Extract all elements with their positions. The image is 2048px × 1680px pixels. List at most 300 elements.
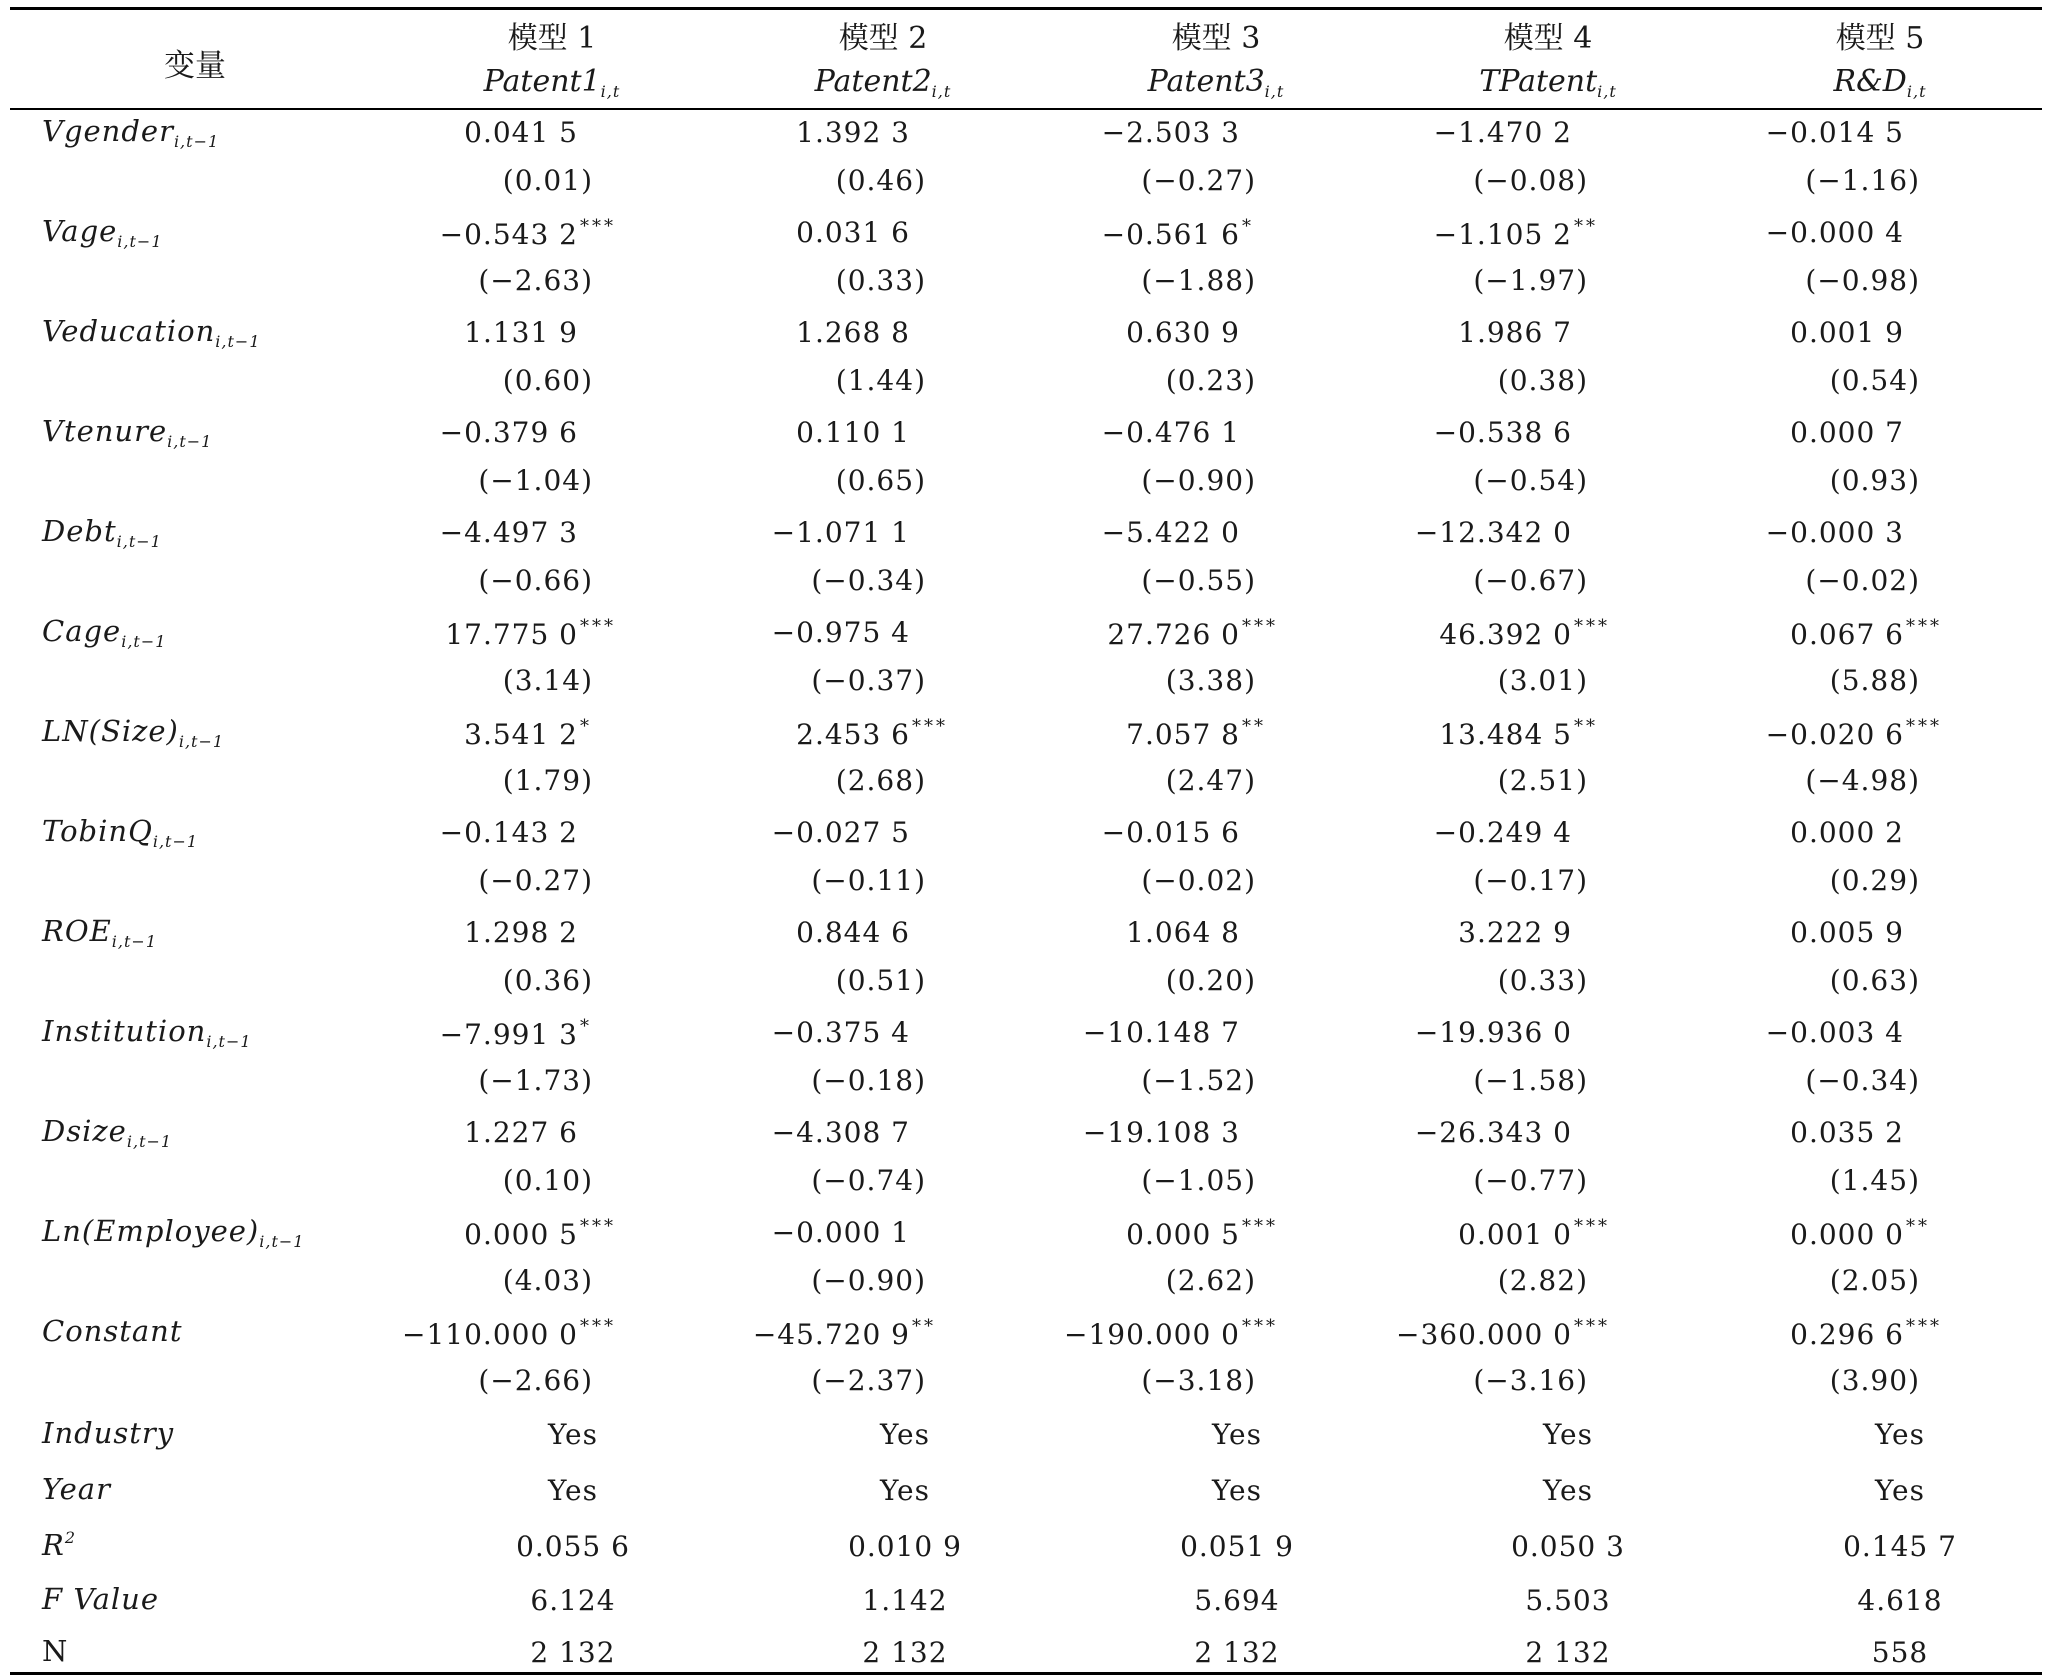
dependent-variable-name: Patent2 xyxy=(814,64,932,99)
footer-cell: Yes xyxy=(1543,1474,1593,1507)
variable-name: Vgender xyxy=(42,114,174,148)
footer-cell: Yes xyxy=(1212,1418,1262,1451)
coefficient-value: −0.000 4 xyxy=(1765,216,1904,249)
significance-stars: ** xyxy=(1906,1216,1930,1237)
coefficient-cell xyxy=(1766,116,1904,149)
coefficient-value: −0.000 1 xyxy=(771,1216,910,1249)
coefficient-cell xyxy=(1790,316,1904,349)
tstat-cell: (−1.04) xyxy=(478,464,593,497)
variable-subscript: i,t−1 xyxy=(206,1032,252,1051)
tstat-cell: (−1.58) xyxy=(1473,1064,1588,1097)
coefficient-value: −0.003 4 xyxy=(1765,1016,1904,1049)
coefficient-value: 1.392 3 xyxy=(796,116,910,149)
coefficient-cell xyxy=(1126,316,1240,349)
coefficient-value: 0.001 0 xyxy=(1458,1218,1572,1251)
variable-subscript: i,t−1 xyxy=(173,132,220,151)
coefficient-value: −19.108 3 xyxy=(1082,1116,1240,1149)
tstat-cell: (0.10) xyxy=(502,1164,593,1197)
tstat-cell: (−0.98) xyxy=(1805,264,1920,297)
coefficient-value: 46.392 0 xyxy=(1439,618,1572,651)
significance-stars: * xyxy=(580,716,592,737)
coefficient-value: −0.538 6 xyxy=(1433,416,1572,449)
tstat-cell: (−1.97) xyxy=(1473,264,1588,297)
coefficient-cell xyxy=(1790,1116,1904,1149)
coefficient-value: −110.000 0 xyxy=(402,1318,578,1351)
coefficient-cell xyxy=(1102,416,1240,449)
model-name: 模型 1 xyxy=(507,21,597,56)
variable-label xyxy=(42,1314,182,1348)
variable-label xyxy=(42,714,224,751)
coefficient-value: 0.067 6 xyxy=(1790,618,1904,651)
coefficient-cell xyxy=(1434,816,1572,849)
coefficient-cell xyxy=(1439,716,1598,751)
coefficient-cell xyxy=(464,1216,616,1251)
coefficient-cell xyxy=(1415,516,1572,549)
coefficient-cell xyxy=(772,1016,910,1049)
coefficient-value: −190.000 0 xyxy=(1064,1318,1240,1351)
tstat-cell: (0.33) xyxy=(1497,964,1588,997)
coefficient-cell xyxy=(440,1016,592,1051)
tstat-cell: (−0.27) xyxy=(1141,164,1256,197)
significance-stars: ** xyxy=(1242,716,1266,737)
coefficient-value: −0.000 3 xyxy=(1765,516,1904,549)
variable-label xyxy=(42,1214,304,1251)
significance-stars: *** xyxy=(1242,616,1278,637)
model-name: 模型 5 xyxy=(1835,21,1925,56)
variable-name: TobinQ xyxy=(42,814,153,848)
significance-stars: *** xyxy=(1906,616,1942,637)
coefficient-value: 3.222 9 xyxy=(1458,916,1572,949)
variable-subscript: i,t−1 xyxy=(167,432,213,451)
tstat-cell: (0.01) xyxy=(502,164,593,197)
coefficient-cell xyxy=(1458,916,1572,949)
footer-cell: Yes xyxy=(880,1474,930,1507)
footer-cell: 1.142 xyxy=(862,1584,948,1617)
footer-label xyxy=(42,1582,159,1616)
model-dependent-variable xyxy=(1148,64,1285,101)
footer-cell: Yes xyxy=(1212,1474,1262,1507)
variable-subscript: i,t−1 xyxy=(111,932,157,951)
variable-label xyxy=(42,414,212,451)
coefficient-cell xyxy=(796,316,910,349)
coefficient-value: −5.422 0 xyxy=(1101,516,1240,549)
coefficient-value: −7.991 3 xyxy=(439,1018,578,1051)
tstat-cell: (−0.90) xyxy=(811,1264,926,1297)
tstat-cell: (1.45) xyxy=(1829,1164,1920,1197)
variable-label xyxy=(42,314,261,351)
coefficient-cell xyxy=(464,916,578,949)
variable-name: LN(Size) xyxy=(42,714,179,748)
coefficient-value: 27.726 0 xyxy=(1107,618,1240,651)
tstat-cell: (−1.16) xyxy=(1805,164,1920,197)
tstat-cell: (−2.37) xyxy=(811,1364,926,1397)
variable-name: Vtenure xyxy=(42,414,168,448)
significance-stars: *** xyxy=(580,1216,616,1237)
variable-label xyxy=(42,114,219,151)
footer-label xyxy=(42,1634,68,1668)
coefficient-value: −45.720 9 xyxy=(752,1318,910,1351)
significance-stars: *** xyxy=(1574,1316,1610,1337)
tstat-cell: (0.46) xyxy=(835,164,926,197)
variable-name: Constant xyxy=(42,1314,183,1348)
variable-label xyxy=(42,614,166,651)
coefficient-cell xyxy=(445,616,616,651)
coefficient-value: 0.000 5 xyxy=(1126,1218,1240,1251)
variable-subscript: i,t−1 xyxy=(126,1132,173,1151)
tstat-cell: (0.29) xyxy=(1829,864,1920,897)
tstat-cell: (−0.34) xyxy=(1805,1064,1920,1097)
coefficient-value: 13.484 5 xyxy=(1439,718,1572,751)
coefficient-value: 0.001 9 xyxy=(1790,316,1904,349)
coefficient-value: 7.057 8 xyxy=(1126,718,1240,751)
coefficient-value: −360.000 0 xyxy=(1396,1318,1572,1351)
footer-cell: 5.503 xyxy=(1525,1584,1611,1617)
footer-label-text: Year xyxy=(42,1472,111,1506)
significance-stars: * xyxy=(580,1016,592,1037)
dependent-variable-subscript: i,t xyxy=(1906,82,1927,101)
significance-stars: *** xyxy=(580,616,616,637)
tstat-cell: (−0.54) xyxy=(1473,464,1588,497)
variable-label xyxy=(42,914,157,951)
tstat-cell: (−2.66) xyxy=(478,1364,593,1397)
footer-cell: Yes xyxy=(880,1418,930,1451)
coefficient-value: −0.476 1 xyxy=(1101,416,1240,449)
coefficient-value: −12.342 0 xyxy=(1414,516,1572,549)
tstat-cell: (−4.98) xyxy=(1805,764,1920,797)
tstat-cell: (0.38) xyxy=(1497,364,1588,397)
footer-cell: 0.145 7 xyxy=(1843,1530,1957,1563)
footer-cell: 5.694 xyxy=(1194,1584,1280,1617)
tstat-cell: (0.51) xyxy=(835,964,926,997)
coefficient-cell xyxy=(1458,1216,1610,1251)
significance-stars: *** xyxy=(1906,716,1942,737)
coefficient-value: −0.027 5 xyxy=(771,816,910,849)
coefficient-cell xyxy=(1790,1316,1942,1351)
variable-subscript: i,t−1 xyxy=(178,732,225,751)
tstat-cell: (−1.88) xyxy=(1141,264,1256,297)
tstat-cell: (−2.63) xyxy=(478,264,593,297)
model-name: 模型 4 xyxy=(1503,21,1593,56)
coefficient-cell xyxy=(464,716,592,751)
tstat-cell: (−0.67) xyxy=(1473,564,1588,597)
footer-label-text: N xyxy=(42,1634,69,1668)
tstat-cell: (−0.27) xyxy=(478,864,593,897)
table-bottom-rule xyxy=(10,1672,2042,1675)
significance-stars: *** xyxy=(580,1316,616,1337)
coefficient-cell xyxy=(1396,1316,1610,1351)
coefficient-value: 0.296 6 xyxy=(1790,1318,1904,1351)
coefficient-cell xyxy=(1415,1016,1572,1049)
significance-stars: *** xyxy=(1242,1216,1278,1237)
coefficient-cell xyxy=(1083,1116,1240,1149)
variable-label xyxy=(42,1114,172,1151)
footer-cell: 2 132 xyxy=(1525,1636,1611,1669)
dependent-variable-subscript: i,t xyxy=(931,82,952,101)
model-dependent-variable xyxy=(484,64,621,101)
coefficient-value: −19.936 0 xyxy=(1414,1016,1572,1049)
coefficient-value: 0.005 9 xyxy=(1790,916,1904,949)
significance-stars: ** xyxy=(912,1316,936,1337)
coefficient-value: 1.268 8 xyxy=(796,316,910,349)
coefficient-value: −4.308 7 xyxy=(771,1116,910,1149)
model-dependent-variable xyxy=(1834,64,1927,101)
coefficient-value: 0.630 9 xyxy=(1126,316,1240,349)
coefficient-value: −0.020 6 xyxy=(1765,718,1904,751)
footer-label-text: R xyxy=(42,1528,65,1562)
dependent-variable-name: Patent1 xyxy=(483,64,601,99)
coefficient-cell xyxy=(1064,1316,1278,1351)
tstat-cell: (−0.37) xyxy=(811,664,926,697)
tstat-cell: (0.23) xyxy=(1165,364,1256,397)
coefficient-cell xyxy=(1102,816,1240,849)
header-variable: 变量 xyxy=(164,48,226,84)
model-name: 模型 2 xyxy=(838,21,928,56)
footer-label-text: Industry xyxy=(42,1416,175,1450)
variable-subscript: i,t−1 xyxy=(152,832,199,851)
coefficient-value: −0.249 4 xyxy=(1433,816,1572,849)
variable-subscript: i,t−1 xyxy=(259,1232,305,1251)
variable-label xyxy=(42,514,162,551)
tstat-cell: (−0.18) xyxy=(811,1064,926,1097)
variable-subscript: i,t−1 xyxy=(215,332,261,351)
coefficient-cell xyxy=(1083,1016,1240,1049)
footer-cell: 0.050 3 xyxy=(1511,1530,1625,1563)
coefficient-value: −0.143 2 xyxy=(439,816,578,849)
tstat-cell: (5.88) xyxy=(1829,664,1920,697)
coefficient-cell xyxy=(440,816,578,849)
coefficient-cell xyxy=(796,716,948,751)
variable-name: Dsize xyxy=(42,1114,127,1148)
model-name: 模型 3 xyxy=(1171,21,1261,56)
footer-cell: 2 132 xyxy=(862,1636,948,1669)
coefficient-value: 2.453 6 xyxy=(796,718,910,751)
tstat-cell: (−3.16) xyxy=(1473,1364,1588,1397)
coefficient-value: −0.014 5 xyxy=(1765,116,1904,149)
dependent-variable-name: TPatent xyxy=(1479,64,1598,99)
variable-label xyxy=(42,1014,252,1051)
coefficient-value: 0.000 7 xyxy=(1790,416,1904,449)
coefficient-value: −26.343 0 xyxy=(1414,1116,1572,1149)
coefficient-cell xyxy=(1458,316,1572,349)
coefficient-value: 0.035 2 xyxy=(1790,1116,1904,1149)
coefficient-cell xyxy=(1126,916,1240,949)
tstat-cell: (−0.55) xyxy=(1141,564,1256,597)
variable-name: Veducation xyxy=(42,314,216,348)
coefficient-cell xyxy=(464,116,578,149)
coefficient-value: 3.541 2 xyxy=(464,718,578,751)
coefficient-value: 0.031 6 xyxy=(796,216,910,249)
footer-cell: Yes xyxy=(1875,1418,1925,1451)
coefficient-cell xyxy=(1766,716,1942,751)
tstat-cell: (−0.77) xyxy=(1473,1164,1588,1197)
tstat-cell: (0.33) xyxy=(835,264,926,297)
coefficient-cell xyxy=(440,516,578,549)
significance-stars: *** xyxy=(1574,1216,1610,1237)
coefficient-cell xyxy=(1434,216,1598,251)
tstat-cell: (0.63) xyxy=(1829,964,1920,997)
coefficient-cell xyxy=(440,416,578,449)
coefficient-cell xyxy=(1107,616,1278,651)
footer-cell: 558 xyxy=(1871,1636,1929,1669)
coefficient-cell xyxy=(1766,216,1904,249)
tstat-cell: (−3.18) xyxy=(1141,1364,1256,1397)
variable-name: Institution xyxy=(42,1014,207,1048)
footer-cell: 0.051 9 xyxy=(1180,1530,1294,1563)
coefficient-value: −0.015 6 xyxy=(1101,816,1240,849)
model-dependent-variable xyxy=(1479,64,1617,101)
coefficient-value: −1.470 2 xyxy=(1433,116,1572,149)
footer-cell: 0.055 6 xyxy=(516,1530,630,1563)
tstat-cell: (3.38) xyxy=(1165,664,1256,697)
tstat-cell: (2.05) xyxy=(1829,1264,1920,1297)
coefficient-cell xyxy=(1439,616,1610,651)
footer-cell: 4.618 xyxy=(1857,1584,1943,1617)
coefficient-cell xyxy=(1434,416,1572,449)
coefficient-value: 0.844 6 xyxy=(796,916,910,949)
coefficient-value: 1.298 2 xyxy=(464,916,578,949)
coefficient-cell xyxy=(1790,416,1904,449)
dependent-variable-name: Patent3 xyxy=(1147,64,1265,99)
tstat-cell: (1.44) xyxy=(835,364,926,397)
coefficient-value: 1.986 7 xyxy=(1458,316,1572,349)
significance-stars: *** xyxy=(912,716,948,737)
tstat-cell: (2.51) xyxy=(1497,764,1588,797)
coefficient-value: 1.064 8 xyxy=(1126,916,1240,949)
coefficient-cell xyxy=(1790,816,1904,849)
coefficient-cell xyxy=(1790,1216,1930,1251)
tstat-cell: (1.79) xyxy=(502,764,593,797)
coefficient-cell xyxy=(796,416,910,449)
coefficient-value: 17.775 0 xyxy=(445,618,578,651)
dependent-variable-subscript: i,t xyxy=(1264,82,1285,101)
coefficient-cell xyxy=(402,1316,616,1351)
variable-subscript: i,t−1 xyxy=(117,232,163,251)
tstat-cell: (0.60) xyxy=(502,364,593,397)
coefficient-value: 0.000 5 xyxy=(464,1218,578,1251)
tstat-cell: (−0.34) xyxy=(811,564,926,597)
tstat-cell: (0.20) xyxy=(1165,964,1256,997)
coefficient-value: 0.041 5 xyxy=(464,116,578,149)
coefficient-value: 0.110 1 xyxy=(796,416,910,449)
coefficient-value: 1.131 9 xyxy=(464,316,578,349)
significance-stars: *** xyxy=(1574,616,1610,637)
coefficient-cell xyxy=(753,1316,936,1351)
variable-name: Ln(Employee) xyxy=(42,1214,260,1248)
tstat-cell: (0.93) xyxy=(1829,464,1920,497)
tstat-cell: (−0.08) xyxy=(1473,164,1588,197)
footer-cell: 6.124 xyxy=(530,1584,616,1617)
coefficient-cell xyxy=(464,1116,578,1149)
footer-cell: Yes xyxy=(548,1474,598,1507)
footer-cell: 2 132 xyxy=(530,1636,616,1669)
variable-subscript: i,t−1 xyxy=(121,632,167,651)
coefficient-cell xyxy=(1790,616,1942,651)
tstat-cell: (−0.02) xyxy=(1141,864,1256,897)
coefficient-cell xyxy=(1102,216,1254,251)
dependent-variable-subscript: i,t xyxy=(600,82,621,101)
coefficient-cell xyxy=(464,316,578,349)
coefficient-value: 0.000 0 xyxy=(1790,1218,1904,1251)
dependent-variable-subscript: i,t xyxy=(1597,82,1617,101)
tstat-cell: (3.14) xyxy=(502,664,593,697)
coefficient-cell xyxy=(772,516,910,549)
significance-stars: *** xyxy=(580,216,616,237)
coefficient-cell xyxy=(1766,1016,1904,1049)
tstat-cell: (−1.73) xyxy=(478,1064,593,1097)
tstat-cell: (0.65) xyxy=(835,464,926,497)
tstat-cell: (−0.74) xyxy=(811,1164,926,1197)
coefficient-cell xyxy=(772,816,910,849)
tstat-cell: (−0.66) xyxy=(478,564,593,597)
coefficient-value: −10.148 7 xyxy=(1082,1016,1240,1049)
coefficient-value: −0.375 4 xyxy=(771,1016,910,1049)
coefficient-value: −0.543 2 xyxy=(439,218,578,251)
coefficient-cell xyxy=(772,1216,910,1249)
tstat-cell: (0.36) xyxy=(502,964,593,997)
variable-name: Vage xyxy=(42,214,118,248)
tstat-cell: (−0.11) xyxy=(811,864,926,897)
coefficient-value: −1.105 2 xyxy=(1433,218,1572,251)
coefficient-cell xyxy=(796,916,910,949)
tstat-cell: (−1.52) xyxy=(1141,1064,1256,1097)
footer-label-superscript: 2 xyxy=(64,1528,77,1547)
tstat-cell: (2.47) xyxy=(1165,764,1256,797)
variable-name: Debt xyxy=(42,514,117,548)
tstat-cell: (−1.05) xyxy=(1141,1164,1256,1197)
table-top-rule xyxy=(10,7,2042,10)
footer-cell: Yes xyxy=(1875,1474,1925,1507)
variable-name: ROE xyxy=(42,914,112,948)
coefficient-value: −1.071 1 xyxy=(771,516,910,549)
tstat-cell: (3.01) xyxy=(1497,664,1588,697)
coefficient-value: 0.000 2 xyxy=(1790,816,1904,849)
coefficient-value: −4.497 3 xyxy=(439,516,578,549)
dependent-variable-name: R&D xyxy=(1833,64,1907,99)
footer-cell: 2 132 xyxy=(1194,1636,1280,1669)
footer-label-text: F Value xyxy=(42,1582,160,1616)
tstat-cell: (2.68) xyxy=(835,764,926,797)
coefficient-cell xyxy=(1126,1216,1278,1251)
coefficient-value: −0.379 6 xyxy=(439,416,578,449)
tstat-cell: (2.82) xyxy=(1497,1264,1588,1297)
variable-label xyxy=(42,814,198,851)
coefficient-value: −0.975 4 xyxy=(771,616,910,649)
tstat-cell: (−0.02) xyxy=(1805,564,1920,597)
significance-stars: *** xyxy=(1906,1316,1942,1337)
significance-stars: * xyxy=(1242,216,1254,237)
footer-cell: Yes xyxy=(1543,1418,1593,1451)
coefficient-cell xyxy=(1126,716,1266,751)
coefficient-cell xyxy=(772,1116,910,1149)
footer-label xyxy=(42,1528,76,1562)
significance-stars: ** xyxy=(1574,716,1598,737)
coefficient-cell xyxy=(440,216,616,251)
variable-name: Cage xyxy=(42,614,122,648)
footer-label xyxy=(42,1472,111,1506)
table-header-rule xyxy=(10,108,2042,110)
coefficient-cell xyxy=(1766,516,1904,549)
coefficient-value: −0.561 6 xyxy=(1101,218,1240,251)
significance-stars: *** xyxy=(1242,1316,1278,1337)
tstat-cell: (−0.17) xyxy=(1473,864,1588,897)
coefficient-cell xyxy=(1790,916,1904,949)
coefficient-cell xyxy=(1415,1116,1572,1149)
coefficient-cell xyxy=(1102,516,1240,549)
model-dependent-variable xyxy=(815,64,952,101)
footer-cell: 0.010 9 xyxy=(848,1530,962,1563)
coefficient-cell xyxy=(1434,116,1572,149)
footer-label xyxy=(42,1416,174,1450)
